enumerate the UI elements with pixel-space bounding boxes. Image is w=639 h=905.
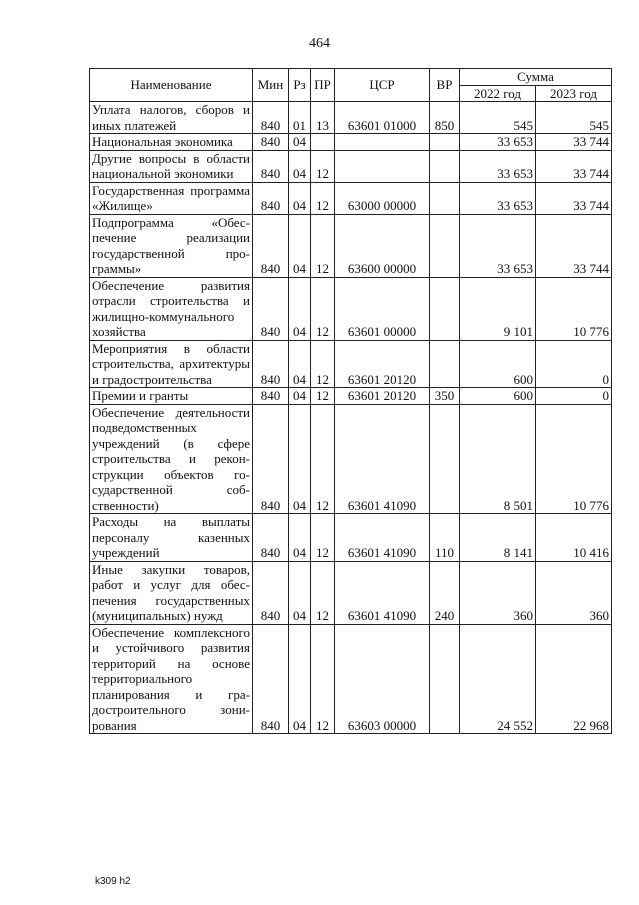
row-sum-2022: 33 653 [460, 134, 536, 151]
row-name: Мероприятия в области строительства, архитектуры и градостроительства [90, 340, 253, 388]
row-rz: 04 [289, 134, 311, 151]
row-sum-2022: 9 101 [460, 277, 536, 340]
row-vr [430, 404, 460, 514]
header-year-2022: 2022 год [460, 85, 536, 102]
row-sum-2023: 360 [536, 561, 612, 624]
row-pr: 12 [311, 404, 335, 514]
row-name: Уплата налогов, сборов и иных платежей [90, 102, 253, 134]
page-number: 464 [309, 36, 330, 51]
row-rz: 04 [289, 214, 311, 277]
row-name: Обеспечение комплексного и устойчивого развития территорий на основе территориального планирования и градостроительного зонирования [90, 624, 253, 734]
row-pr: 12 [311, 561, 335, 624]
row-csr: 63601 20120 [335, 388, 430, 405]
row-min: 840 [253, 624, 289, 734]
row-sum-2023: 33 744 [536, 150, 612, 182]
row-pr: 12 [311, 624, 335, 734]
row-sum-2022: 600 [460, 388, 536, 405]
row-min: 840 [253, 388, 289, 405]
row-rz: 04 [289, 388, 311, 405]
row-name: Расходы на выплаты персоналу казенных учреждений [90, 514, 253, 562]
row-csr: 63600 00000 [335, 214, 430, 277]
table-row [90, 277, 612, 340]
row-sum-2022: 24 552 [460, 624, 536, 734]
header-csr: ЦСР [335, 69, 430, 102]
header-year-2023: 2023 год [536, 85, 612, 102]
row-csr: 63601 41090 [335, 404, 430, 514]
row-vr: 350 [430, 388, 460, 405]
row-csr: 63000 00000 [335, 182, 430, 214]
row-rz: 04 [289, 514, 311, 562]
row-vr [430, 150, 460, 182]
table-row [90, 514, 612, 562]
row-sum-2023: 33 744 [536, 134, 612, 151]
row-rz: 04 [289, 404, 311, 514]
table-row [90, 150, 612, 182]
row-sum-2022: 33 653 [460, 150, 536, 182]
row-min: 840 [253, 340, 289, 388]
row-vr [430, 214, 460, 277]
table-row [90, 182, 612, 214]
row-name: Другие вопросы в области национальной экономики [90, 150, 253, 182]
row-sum-2022: 360 [460, 561, 536, 624]
table-row [90, 340, 612, 388]
row-min: 840 [253, 102, 289, 134]
row-pr: 12 [311, 514, 335, 562]
row-min: 840 [253, 561, 289, 624]
budget-table [89, 68, 612, 734]
row-min: 840 [253, 514, 289, 562]
row-pr: 13 [311, 102, 335, 134]
row-min: 840 [253, 404, 289, 514]
header-pr: ПР [311, 69, 335, 102]
row-name: Национальная экономика [90, 134, 253, 151]
row-pr: 12 [311, 388, 335, 405]
row-sum-2023: 545 [536, 102, 612, 134]
row-sum-2023: 0 [536, 340, 612, 388]
row-pr: 12 [311, 277, 335, 340]
table-row [90, 561, 612, 624]
row-sum-2023: 33 744 [536, 214, 612, 277]
row-pr: 12 [311, 182, 335, 214]
row-rz: 04 [289, 277, 311, 340]
row-sum-2023: 10 416 [536, 514, 612, 562]
row-pr: 12 [311, 340, 335, 388]
row-sum-2023: 22 968 [536, 624, 612, 734]
row-min: 840 [253, 150, 289, 182]
row-sum-2022: 8 501 [460, 404, 536, 514]
row-name: Премии и гранты [90, 388, 253, 405]
row-csr: 63603 00000 [335, 624, 430, 734]
row-vr: 240 [430, 561, 460, 624]
row-sum-2022: 545 [460, 102, 536, 134]
row-min: 840 [253, 214, 289, 277]
table-row [90, 214, 612, 277]
row-csr: 63601 41090 [335, 561, 430, 624]
row-pr: 12 [311, 150, 335, 182]
row-sum-2022: 33 653 [460, 214, 536, 277]
table-row [90, 404, 612, 514]
row-csr: 63601 41090 [335, 514, 430, 562]
row-rz: 04 [289, 340, 311, 388]
row-sum-2023: 0 [536, 388, 612, 405]
header-vr: ВР [430, 69, 460, 102]
header-name: Наименование [90, 69, 253, 102]
row-sum-2022: 33 653 [460, 182, 536, 214]
row-name: Обеспечение деятельности подведомственных учреждений (в сфере строительства и реконструкции объектов государственной собственности) [90, 404, 253, 514]
row-rz: 01 [289, 102, 311, 134]
row-sum-2023: 33 744 [536, 182, 612, 214]
row-sum-2022: 600 [460, 340, 536, 388]
row-pr [311, 134, 335, 151]
row-csr: 63601 20120 [335, 340, 430, 388]
table-row [90, 102, 612, 134]
row-rz: 04 [289, 624, 311, 734]
table-row [90, 134, 612, 151]
row-csr: 63601 00000 [335, 277, 430, 340]
row-vr [430, 277, 460, 340]
row-vr [430, 134, 460, 151]
footer-code: k309 h2 [95, 876, 131, 887]
row-name: Обеспечение развития отрасли строительства и жилищно-коммунального хозяйства [90, 277, 253, 340]
row-csr [335, 134, 430, 151]
table-row [90, 624, 612, 734]
row-vr: 850 [430, 102, 460, 134]
row-vr [430, 182, 460, 214]
row-rz: 04 [289, 561, 311, 624]
row-vr [430, 624, 460, 734]
row-rz: 04 [289, 150, 311, 182]
row-rz: 04 [289, 182, 311, 214]
row-csr: 63601 01000 [335, 102, 430, 134]
header-min: Мин [253, 69, 289, 102]
row-sum-2023: 10 776 [536, 404, 612, 514]
row-min: 840 [253, 182, 289, 214]
row-vr [430, 340, 460, 388]
row-name: Подпрограмма «Обеспечение реализации государственной программы» [90, 214, 253, 277]
header-sum: Сумма [460, 69, 612, 86]
row-min: 840 [253, 277, 289, 340]
row-name: Государственная программа «Жилище» [90, 182, 253, 214]
row-csr [335, 150, 430, 182]
row-min: 840 [253, 134, 289, 151]
row-pr: 12 [311, 214, 335, 277]
header-rz: Рз [289, 69, 311, 102]
row-sum-2023: 10 776 [536, 277, 612, 340]
row-sum-2022: 8 141 [460, 514, 536, 562]
row-name: Иные закупки товаров, работ и услуг для обеспечения государственных (муниципальных) нужд [90, 561, 253, 624]
table-row [90, 388, 612, 405]
row-vr: 110 [430, 514, 460, 562]
